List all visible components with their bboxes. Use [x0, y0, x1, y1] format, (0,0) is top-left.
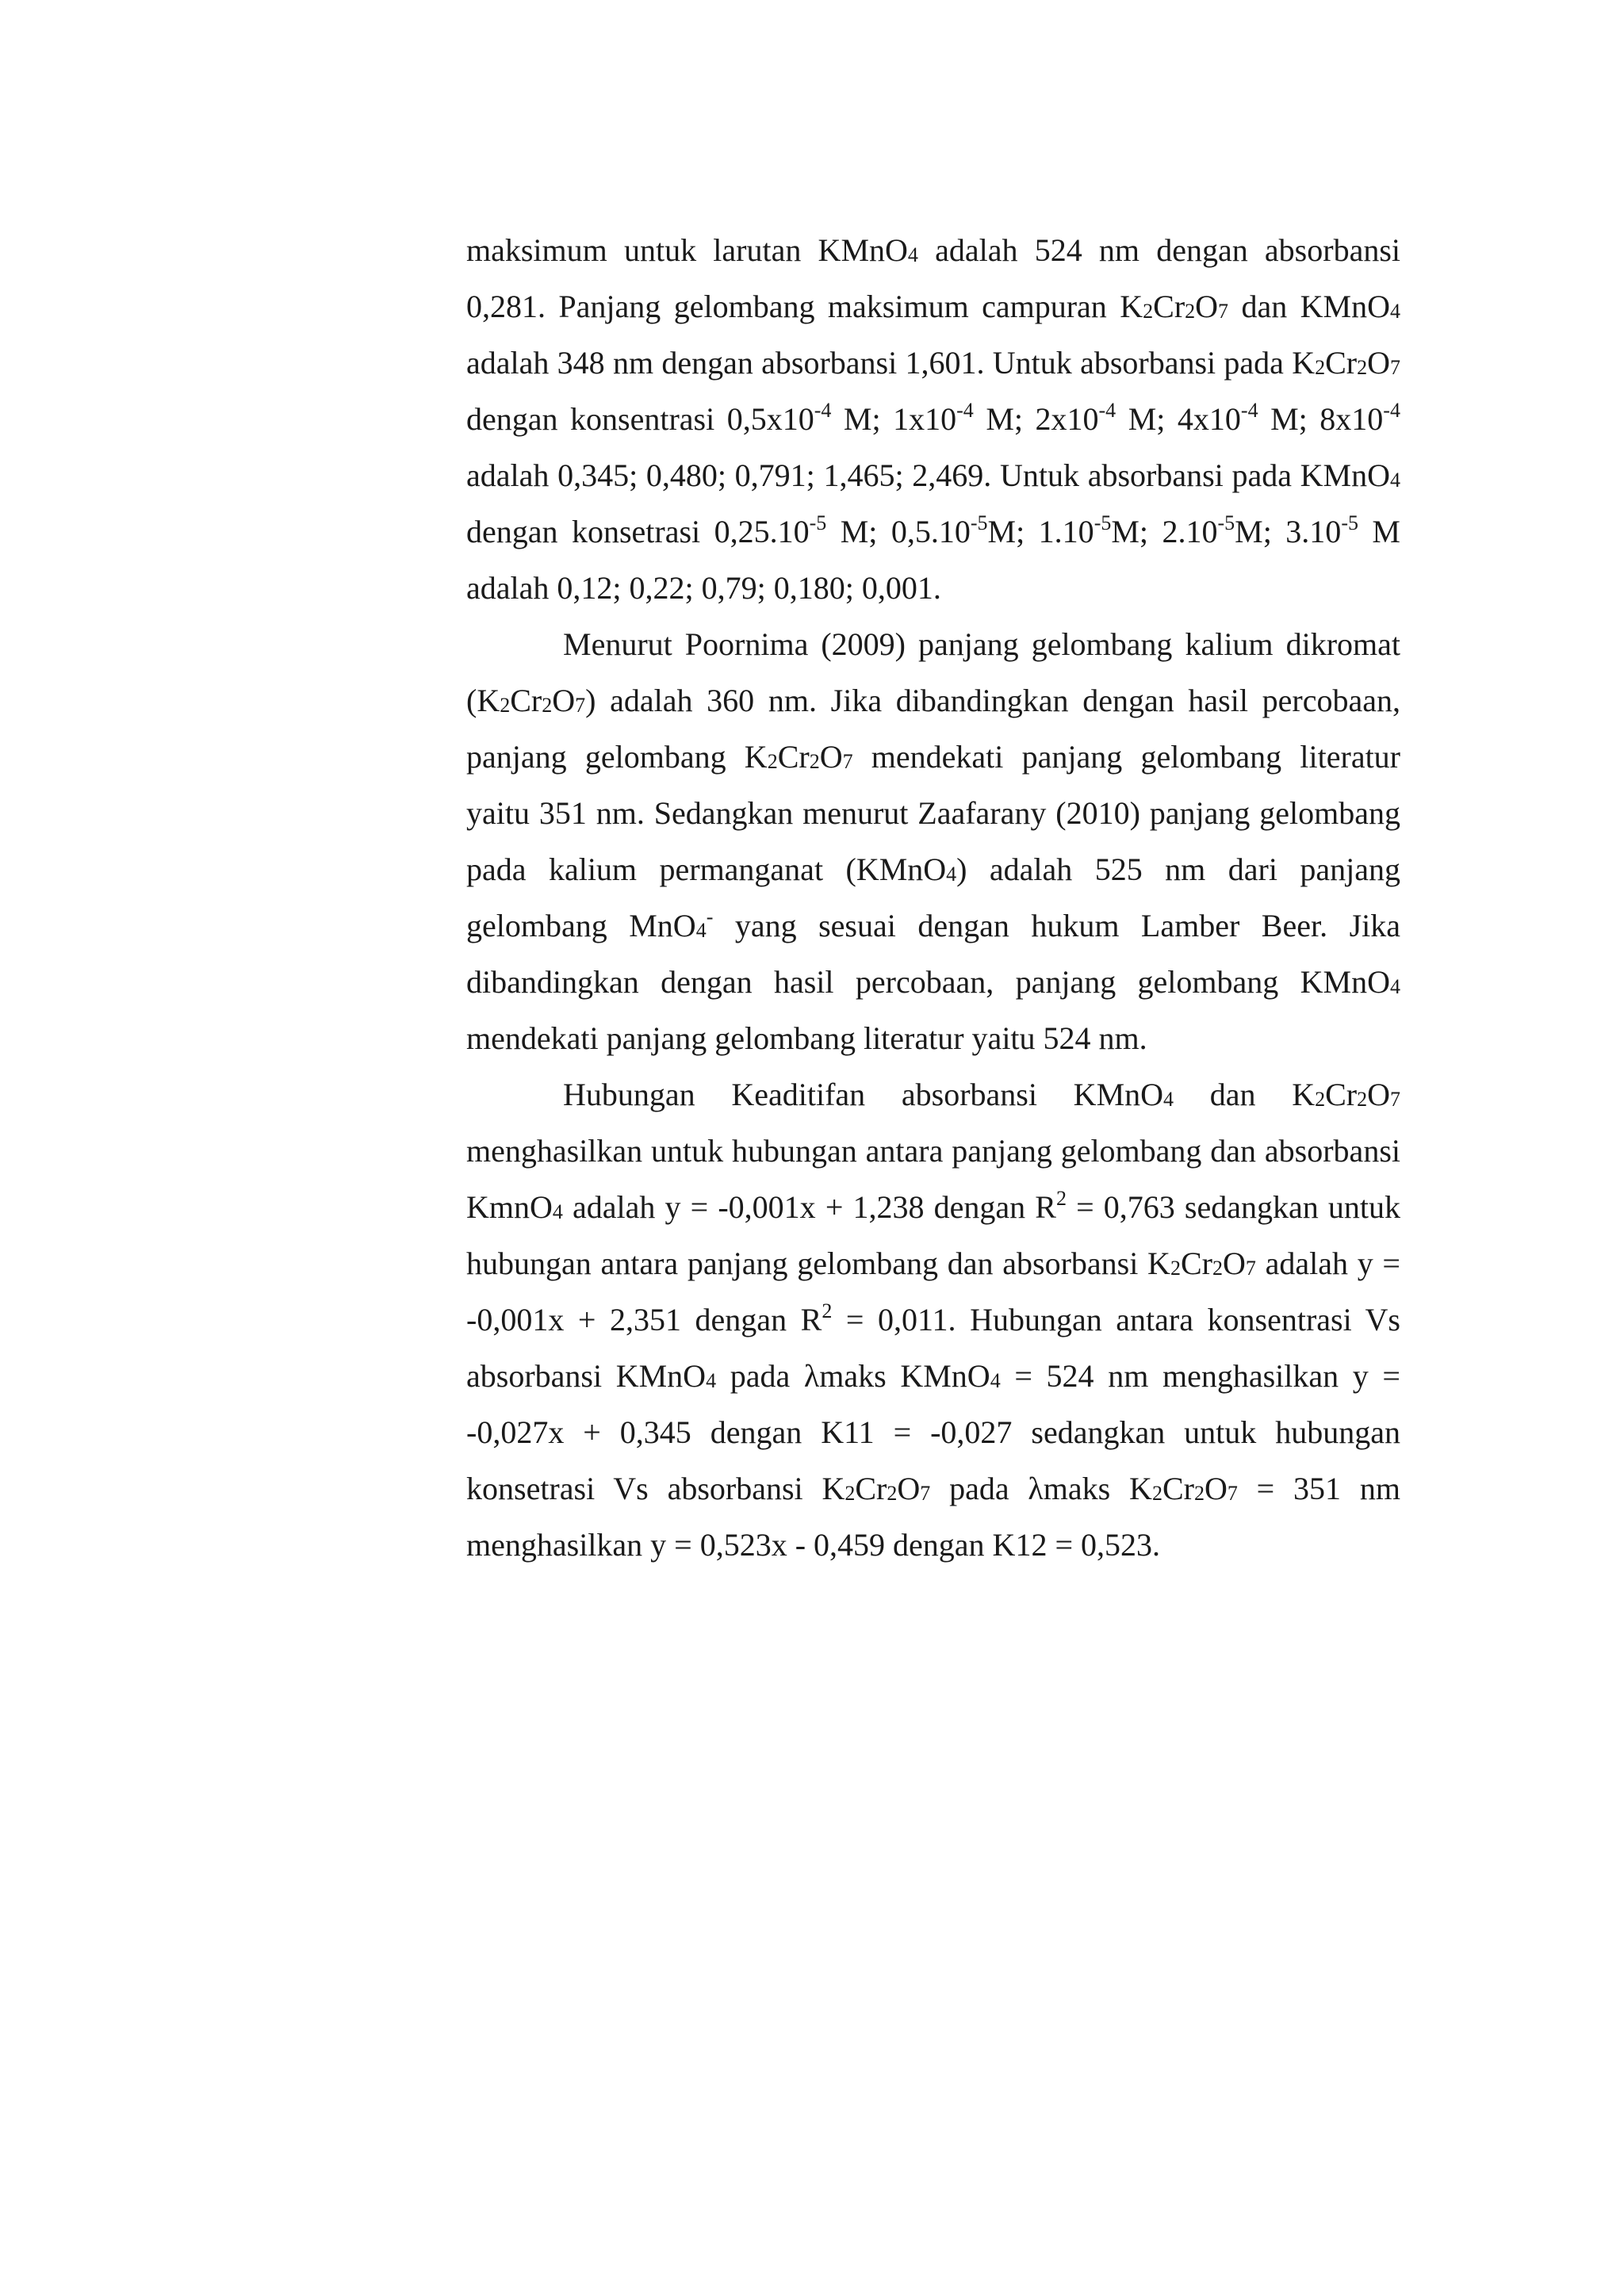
subscript: 4	[706, 1369, 717, 1392]
text-run: adalah y = -0,001x + 2,351 dengan R	[466, 1246, 1400, 1337]
text-run: Cr	[1325, 1077, 1358, 1112]
superscript: -4	[1098, 399, 1116, 422]
text-run: O	[1204, 1471, 1228, 1506]
superscript: -5	[1094, 511, 1112, 534]
text-run: adalah 524 nm dengan absorbansi 0,281. Panjang gelombang maksimum campuran K	[466, 232, 1401, 324]
text-run: M; 2x10	[973, 401, 1099, 437]
text-run: O	[552, 683, 576, 718]
text-run: Hubungan Keaditifan absorbansi KMnO	[563, 1077, 1164, 1112]
text-run: M adalah 0,12; 0,22; 0,79; 0,180; 0,001.	[466, 514, 1401, 606]
subscript: 2	[1357, 356, 1368, 379]
text-run: Cr	[510, 683, 542, 718]
text-run: Cr	[855, 1471, 887, 1506]
text-run: Cr	[777, 739, 810, 775]
superscript: -5	[1341, 511, 1358, 534]
superscript: 2	[822, 1299, 833, 1322]
text-run: ) adalah 525 nm dari panjang gelombang MnO	[466, 851, 1400, 943]
text-run: Cr	[1180, 1246, 1212, 1281]
subscript: 2	[809, 750, 820, 773]
text-run: M; 4x10	[1116, 401, 1241, 437]
text-run: = 524 nm menghasilkan y = -0,027x + 0,345 dengan K11 = -0,027 sedangkan untuk hubungan konsetrasi Vs absorbansi K	[466, 1358, 1400, 1506]
text-run: dengan konsetrasi 0,25.10	[466, 514, 810, 549]
superscript: 2	[1055, 1187, 1067, 1210]
superscript: -5	[809, 511, 827, 534]
superscript: -4	[814, 399, 832, 422]
subscript: 7	[575, 694, 586, 717]
subscript: 4	[907, 243, 918, 266]
text-run: = 351 nm menghasilkan y = 0,523x - 0,459 dengan K12 = 0,523.	[466, 1471, 1400, 1563]
subscript: 4	[1390, 469, 1400, 492]
subscript: 2	[887, 1482, 898, 1505]
text-run: Cr	[1162, 1471, 1194, 1506]
subscript: 4	[1390, 300, 1400, 323]
text-run: adalah y = -0,001x + 1,238 dengan R	[562, 1189, 1056, 1225]
text-run: O	[1222, 1246, 1246, 1281]
text-run: pada λmaks KMnO	[716, 1358, 990, 1394]
text-run: M; 2.10	[1111, 514, 1218, 549]
subscript: 7	[842, 750, 853, 773]
subscript: 2	[1185, 300, 1196, 323]
subscript: 2	[1170, 1257, 1181, 1280]
text-run: maksimum untuk larutan KMnO	[466, 232, 908, 268]
subscript: 4	[946, 863, 957, 886]
text-run: dan KMnO	[1228, 289, 1390, 324]
text-run: pada λmaks K	[930, 1471, 1152, 1506]
text-run: = 0,011. Hubungan antara konsentrasi Vs absorbansi KMnO	[466, 1302, 1400, 1394]
subscript: 4	[695, 919, 707, 942]
superscript: -4	[956, 399, 974, 422]
superscript: -5	[1217, 511, 1235, 534]
text-run: menghasilkan untuk hubungan antara panjang gelombang dan absorbansi KmnO	[466, 1133, 1400, 1225]
text-run: adalah 348 nm dengan absorbansi 1,601. Untuk absorbansi pada K	[466, 345, 1316, 381]
subscript: 2	[500, 694, 511, 717]
subscript: 2	[1212, 1257, 1223, 1280]
subscript: 2	[767, 750, 778, 773]
text-run: O	[819, 739, 843, 775]
text-run: O	[1367, 345, 1390, 381]
subscript: 2	[1315, 1088, 1326, 1111]
text-run: mendekati panjang gelombang literatur yaitu 524 nm.	[466, 1020, 1147, 1056]
text-run: M; 3.10	[1235, 514, 1342, 549]
text-run: M; 1x10	[831, 401, 957, 437]
text-run: = 0,763 sedangkan untuk hubungan antara panjang gelombang dan absorbansi K	[466, 1189, 1401, 1281]
text-run: Cr	[1325, 345, 1358, 381]
subscript: 2	[1151, 1482, 1162, 1505]
subscript: 7	[1390, 1088, 1400, 1111]
text-run: dan K	[1174, 1077, 1316, 1112]
subscript: 7	[1245, 1257, 1256, 1280]
text-run: O	[1367, 1077, 1390, 1112]
subscript: 2	[1143, 300, 1154, 323]
superscript: -4	[1383, 399, 1400, 422]
subscript: 4	[552, 1200, 563, 1223]
body-text	[466, 222, 1400, 1573]
subscript: 4	[1163, 1088, 1174, 1111]
text-run: mendekati panjang gelombang literatur yaitu 351 nm. Sedangkan menurut Zaafarany (2010) panjang gelombang pada kalium permanganat (KMnO	[466, 739, 1401, 887]
text-run: M; 0,5.10	[826, 514, 971, 549]
paragraph-literature	[466, 616, 1400, 1066]
superscript: -4	[1240, 399, 1258, 422]
text-run: Cr	[1153, 289, 1185, 324]
subscript: 2	[1193, 1482, 1205, 1505]
subscript: 7	[1227, 1482, 1238, 1505]
text-run: yang sesuai dengan hukum Lamber Beer. Jika dibandingkan dengan hasil percobaan, panjang gelombang KMnO	[466, 908, 1401, 1000]
text-run: O	[1195, 289, 1219, 324]
paragraph-relationships	[466, 1066, 1400, 1573]
subscript: 2	[845, 1482, 856, 1505]
subscript: 4	[990, 1369, 1001, 1392]
subscript: 4	[1390, 975, 1400, 998]
subscript: 7	[1218, 300, 1229, 323]
subscript: 2	[542, 694, 553, 717]
superscript: -5	[970, 511, 988, 534]
text-run: Menurut Poornima (2009) panjang gelombang kalium dikromat (K	[466, 626, 1400, 718]
superscript: -	[706, 905, 714, 928]
subscript: 2	[1315, 356, 1326, 379]
paragraph-results	[466, 222, 1400, 616]
text-run: adalah 0,345; 0,480; 0,791; 1,465; 2,469. Untuk absorbansi pada KMnO	[466, 457, 1390, 493]
subscript: 7	[1390, 356, 1400, 379]
text-run: M; 1.10	[987, 514, 1094, 549]
text-run: M; 8x10	[1258, 401, 1384, 437]
text-run: ) adalah 360 nm. Jika dibandingkan dengan hasil percobaan, panjang gelombang K	[466, 683, 1400, 775]
subscript: 7	[920, 1482, 931, 1505]
text-run: O	[897, 1471, 921, 1506]
subscript: 2	[1357, 1088, 1368, 1111]
text-run: dengan konsentrasi 0,5x10	[466, 401, 814, 437]
